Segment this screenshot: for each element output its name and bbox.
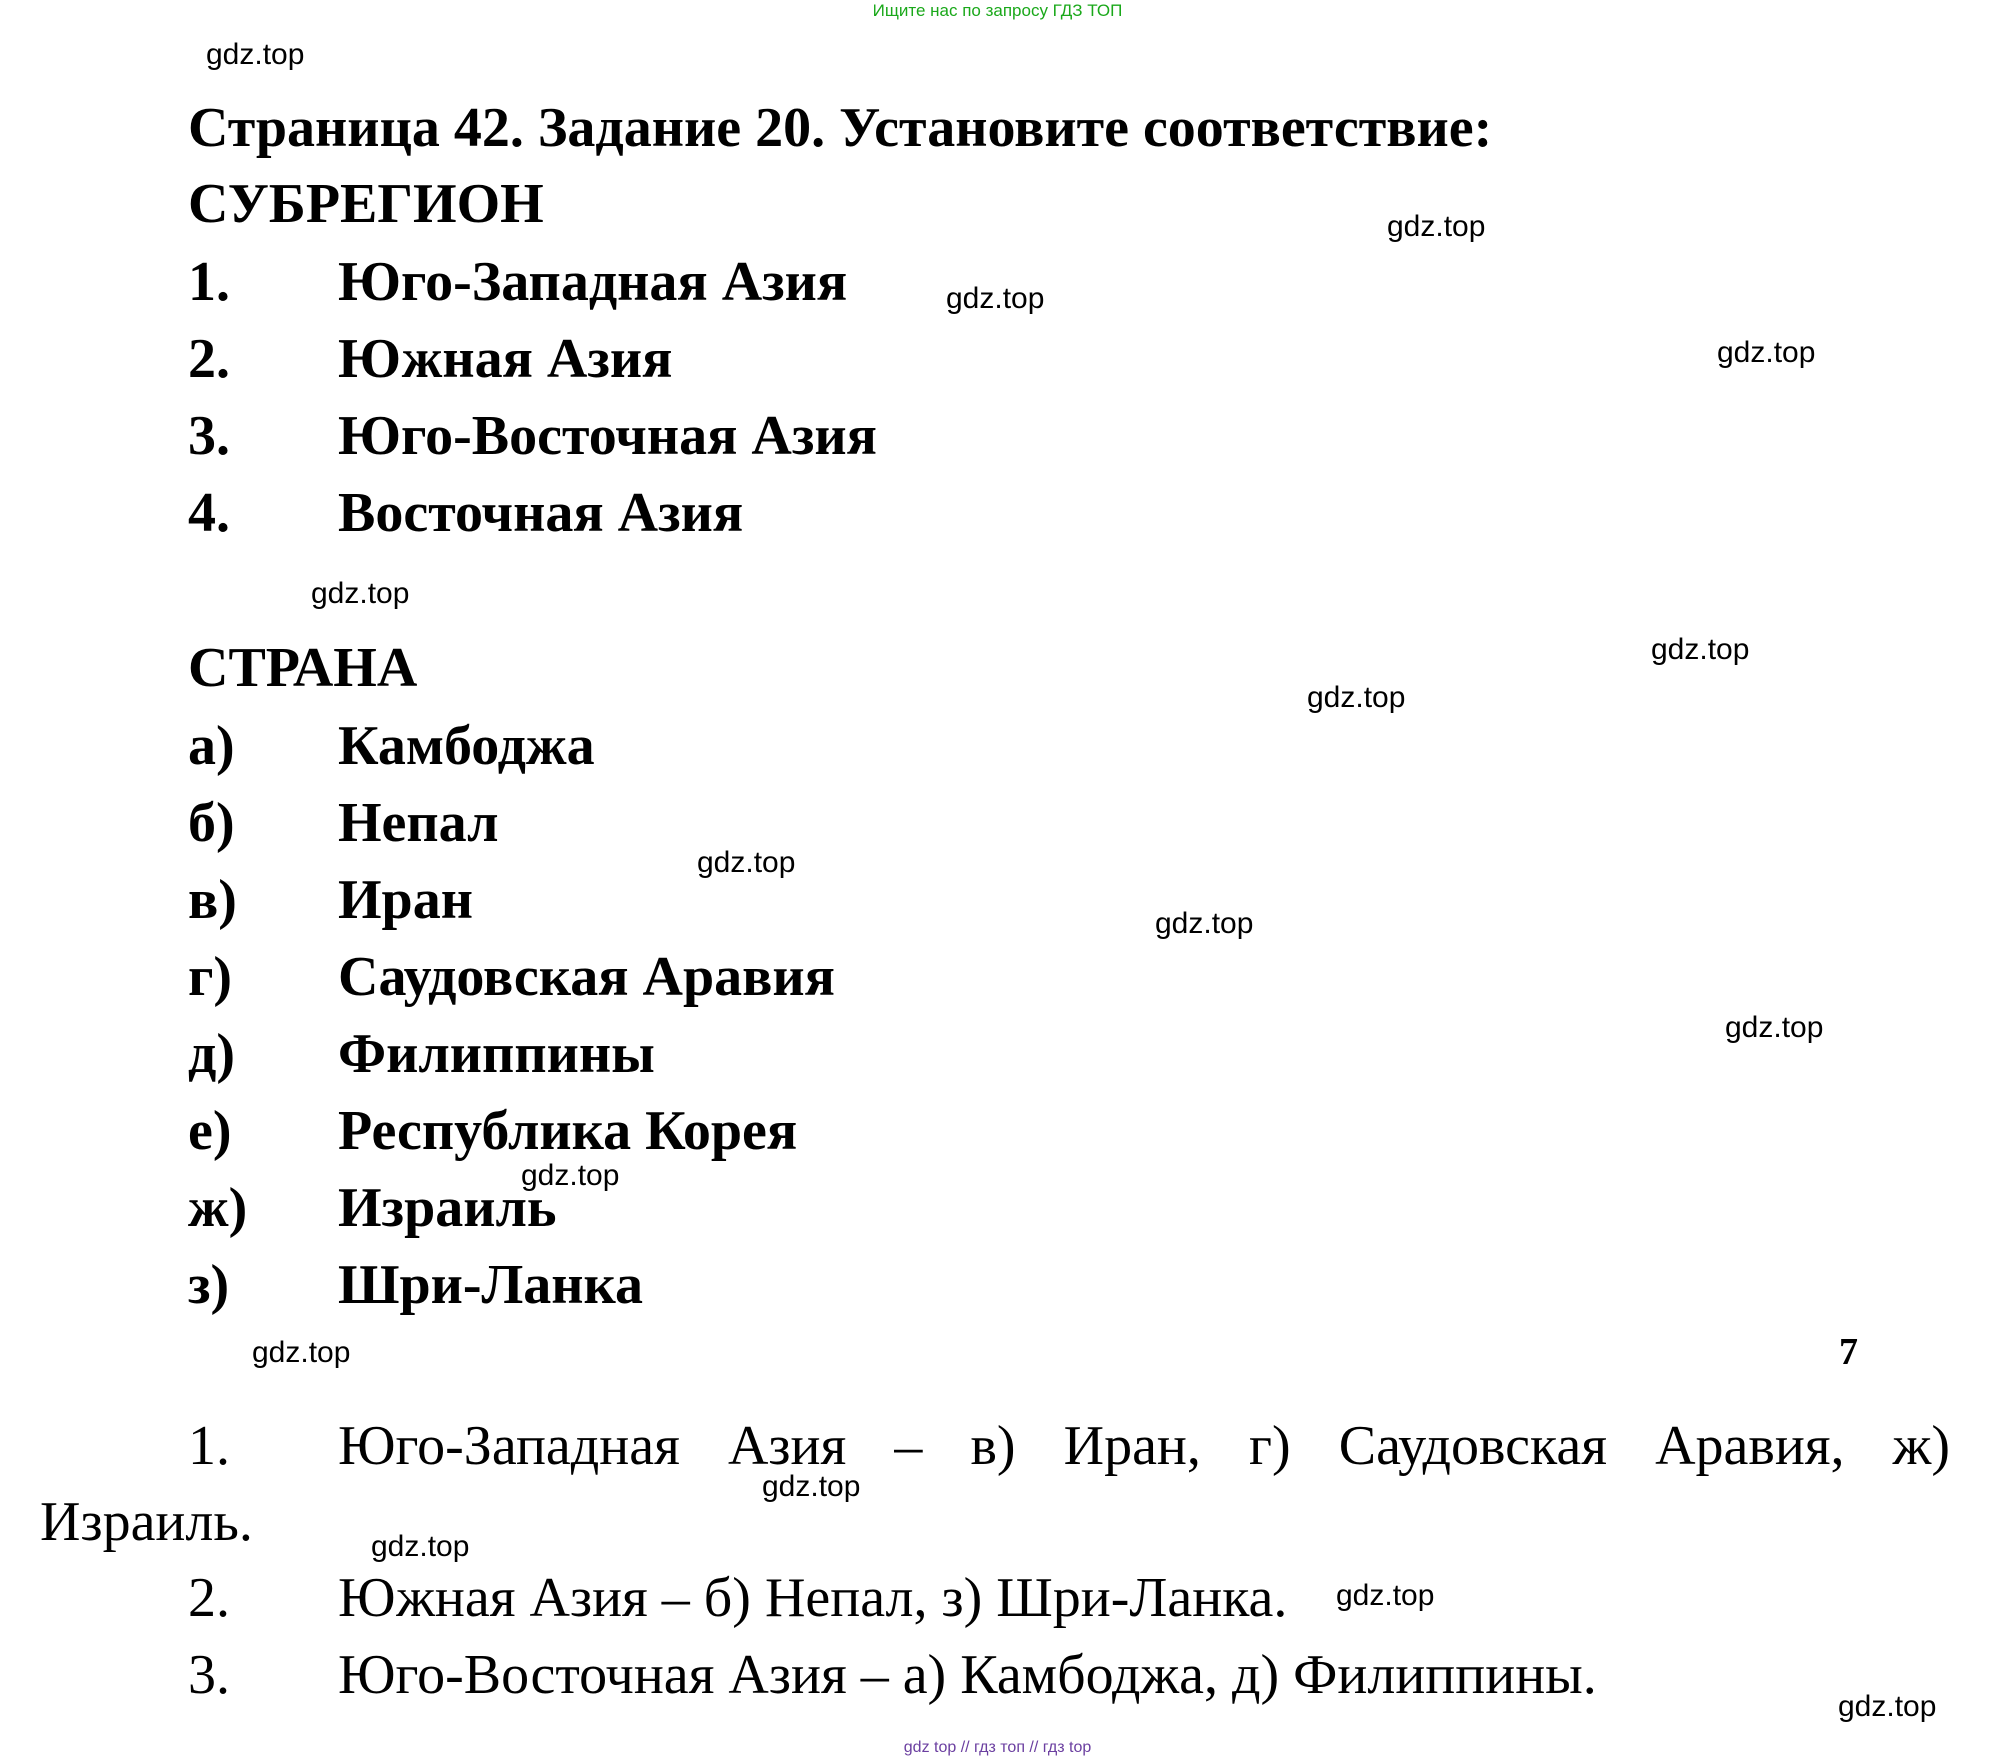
watermark: gdz.top <box>946 282 1045 315</box>
country-letter: б) <box>188 792 235 854</box>
subregion-label: Юго-Восточная Азия <box>338 405 877 467</box>
answer-number: 3. <box>188 1644 230 1706</box>
country-label: Шри-Ланка <box>338 1254 643 1316</box>
watermark: gdz.top <box>697 846 796 879</box>
country-letter: а) <box>188 715 235 777</box>
country-label: Республика Корея <box>338 1100 798 1162</box>
country-label: Израиль <box>338 1177 557 1239</box>
country-label: Непал <box>338 792 499 854</box>
subregion-heading: СУБРЕГИОН <box>188 173 544 235</box>
country-label: Иран <box>338 869 473 931</box>
country-label: Саудовская Аравия <box>338 946 835 1008</box>
top-banner: Ищите нас по запросу ГДЗ ТОП <box>872 1 1123 20</box>
subregion-number: 2. <box>188 328 230 390</box>
country-label: Камбоджа <box>338 715 595 777</box>
answer-number: 1. <box>188 1415 230 1477</box>
watermark: gdz.top <box>762 1470 861 1503</box>
answer-number: 2. <box>188 1567 230 1629</box>
subregion-label: Южная Азия <box>338 328 673 390</box>
watermark: gdz.top <box>1717 336 1816 369</box>
answer-text: Юго-Западная Азия – в) Иран, г) Саудовская Аравия, ж) <box>338 1415 1950 1477</box>
subregion-number: 1. <box>188 251 230 313</box>
subregion-number: 3. <box>188 405 230 467</box>
watermark: gdz.top <box>1725 1011 1824 1044</box>
page-number: 7 <box>1839 1331 1858 1373</box>
subregion-label: Восточная Азия <box>338 482 744 544</box>
bottom-footer: gdz top // гдз топ // гдз top <box>903 1739 1092 1756</box>
answer-text-continuation: Израиль. <box>40 1491 253 1553</box>
watermark: gdz.top <box>1838 1690 1937 1723</box>
watermark: gdz.top <box>206 38 305 71</box>
country-letter: д) <box>188 1023 235 1085</box>
watermark: gdz.top <box>371 1530 470 1563</box>
watermark: gdz.top <box>311 577 410 610</box>
country-letter: е) <box>188 1100 232 1162</box>
watermark: gdz.top <box>1651 633 1750 666</box>
watermark: gdz.top <box>1307 681 1406 714</box>
country-heading: СТРАНА <box>188 637 418 699</box>
country-letter: з) <box>188 1254 230 1316</box>
country-letter: ж) <box>188 1177 248 1239</box>
watermark: gdz.top <box>521 1159 620 1192</box>
watermark: gdz.top <box>1336 1579 1435 1612</box>
subregion-number: 4. <box>188 482 230 544</box>
subregion-label: Юго-Западная Азия <box>338 251 848 313</box>
country-label: Филиппины <box>338 1023 655 1085</box>
watermark: gdz.top <box>1387 210 1486 243</box>
watermark: gdz.top <box>252 1336 351 1369</box>
answer-text: Южная Азия – б) Непал, з) Шри-Ланка. <box>338 1567 1288 1629</box>
answer-text: Юго-Восточная Азия – а) Камбоджа, д) Филиппины. <box>338 1644 1597 1706</box>
country-letter: в) <box>188 869 237 931</box>
watermark: gdz.top <box>1155 907 1254 940</box>
country-letter: г) <box>188 946 233 1008</box>
page-title: Страница 42. Задание 20. Установите соответствие: <box>188 97 1493 159</box>
